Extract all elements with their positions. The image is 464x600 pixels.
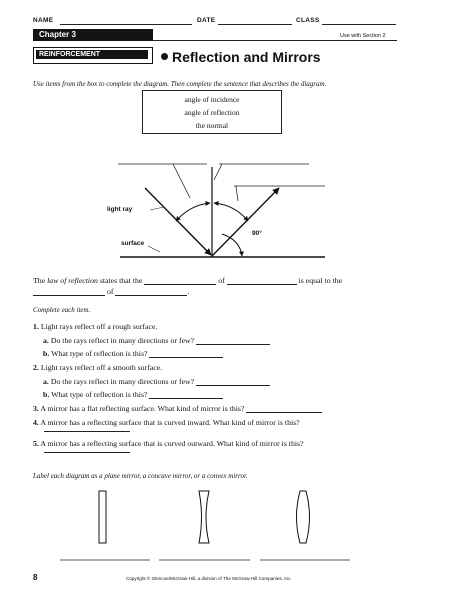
question-number: a. xyxy=(43,336,49,345)
question-text: A mirror has a flat reflecting surface. What kind of mirror is this? xyxy=(40,404,245,413)
law-of-2: of xyxy=(106,287,114,296)
law-term: law of reflection xyxy=(47,276,98,285)
page-number: 8 xyxy=(33,573,38,582)
question-text: Do the rays reflect in many directions or few? xyxy=(50,377,195,386)
question-text: What type of reflection is this? xyxy=(51,390,148,399)
law-of-1: of xyxy=(218,276,225,285)
question-text: Do the rays reflect in many directions or few? xyxy=(50,336,195,345)
word-box-item: angle of reflection xyxy=(184,108,240,117)
question-text: A mirror has a reflecting surface that is curved inward. What kind of mirror is this? xyxy=(40,418,300,427)
complete-instructions: Complete each item. xyxy=(33,306,91,314)
question-number: 1. xyxy=(33,322,39,331)
plane-mirror-shape xyxy=(99,491,106,543)
question-number: 4. xyxy=(33,418,39,427)
label-instructions: Label each diagram as a plane mirror, a concave mirror, or a convex mirror. xyxy=(33,472,248,480)
law-equal: is equal to the xyxy=(298,276,343,285)
surface-label: surface xyxy=(121,240,145,247)
question-text: Light rays reflect off a smooth surface. xyxy=(40,363,163,372)
word-box-item: angle of incidence xyxy=(184,95,240,104)
use-with-text: Use with Section 2 xyxy=(340,33,386,39)
question-text: A mirror has a reflecting surface that is curved outward. What kind of mirror is this? xyxy=(40,439,304,448)
question-text: Light rays reflect off a rough surface. xyxy=(40,322,158,331)
question-number: a. xyxy=(43,377,49,386)
question-number: 5. xyxy=(33,439,39,448)
name-label: NAME xyxy=(33,17,54,24)
law-prefix: The xyxy=(33,276,46,285)
question-number: b. xyxy=(43,349,50,358)
right-angle-label: 90° xyxy=(252,230,262,237)
class-label: CLASS xyxy=(296,17,320,24)
diagram-instructions: Use items from the box to complete the diagram. Then complete the sentence that describes the diagram. xyxy=(33,80,327,88)
question-text: What type of reflection is this? xyxy=(51,349,148,358)
word-box-item: the normal xyxy=(195,121,229,130)
question-number: b. xyxy=(43,390,50,399)
light-ray-label: light ray xyxy=(107,206,133,213)
reinforcement-text: REINFORCEMENT xyxy=(39,51,101,58)
page-title: Reflection and Mirrors xyxy=(172,49,321,65)
copyright-text: Copyright © Glencoe/McGraw-Hill, a division of The McGraw-Hill Companies, Inc. xyxy=(126,576,292,581)
convex-mirror-shape xyxy=(297,491,310,543)
date-label: DATE xyxy=(197,17,216,24)
question-number: 3. xyxy=(33,404,39,413)
law-end: . xyxy=(187,287,190,296)
concave-mirror-shape xyxy=(199,491,209,543)
question-number: 2. xyxy=(33,363,39,372)
law-states: states that the xyxy=(99,276,143,285)
chapter-label-text: Chapter 3 xyxy=(39,30,76,39)
